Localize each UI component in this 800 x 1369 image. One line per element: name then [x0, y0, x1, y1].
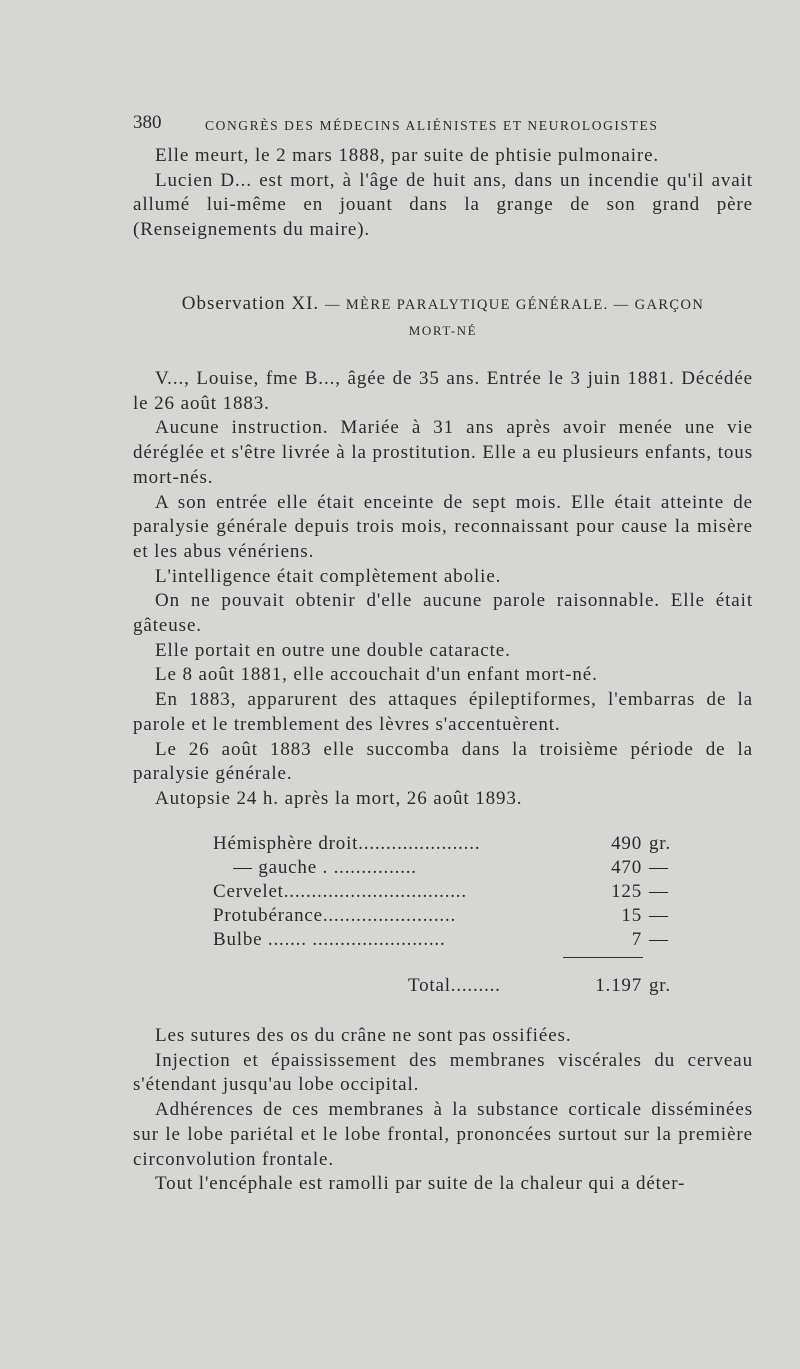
observation-body — [133, 367, 753, 812]
intro-text — [133, 144, 753, 243]
table-row — [213, 905, 683, 929]
page-number: 380 — [133, 112, 162, 133]
paragraph: Tout l'encéphale est ramolli par suite de la chaleur qui a déter- — [155, 1173, 686, 1195]
page-header — [133, 112, 693, 138]
paragraph: Aucune instruction. Mariée à 31 ans après avoir menée une vie déréglée et s'être livrée à la prostitution. Elle a eu plusieurs enfants, tous mort-nés. — [133, 417, 753, 488]
paragraph: En 1883, apparurent des attaques épileptiformes, l'embarras de la parole et le tremblement des lèvres s'accentuèrent. — [133, 689, 753, 735]
row-unit: gr. — [649, 833, 671, 854]
row-unit: — — [649, 857, 669, 878]
observation-title — [133, 292, 753, 343]
paragraph: Elle meurt, le 2 mars 1888, par suite de phtisie pulmonaire. — [155, 145, 660, 166]
paragraph: Le 8 août 1881, elle accouchait d'un enfant mort-né. — [155, 664, 598, 686]
paragraph: Adhérences de ces membranes à la substance corticale disséminées sur le lobe pariétal et le lobe frontal, prononcées surtout sur la première circonvolution frontale. — [133, 1099, 753, 1170]
table-row — [213, 881, 683, 905]
row-value: 490 — [611, 833, 642, 854]
row-unit: — — [649, 929, 669, 950]
row-unit: — — [649, 905, 669, 926]
observation-subject: — MÈRE PARALYTIQUE GÉNÉRALE. — GARÇON — [324, 297, 705, 313]
table-row — [213, 857, 683, 881]
row-label: Cervelet................................. — [213, 881, 467, 902]
table-total-row — [213, 975, 683, 999]
row-label: Hémisphère droit...................... — [213, 833, 481, 854]
paragraph: Les sutures des os du crâne ne sont pas ossifiées. — [155, 1025, 572, 1046]
paragraph: A son entrée elle était enceinte de sept mois. Elle était atteinte de paralysie générale depuis trois mois, reconnaissant pour cause la misère et les abus vénériens. — [133, 491, 753, 562]
total-unit: gr. — [649, 975, 671, 996]
row-value: 15 — [621, 905, 642, 926]
total-label: Total......... — [408, 975, 501, 996]
paragraph: Lucien D... est mort, à l'âge de huit ans, dans un incendie qu'il avait allumé lui-même en jouant dans la grange de son grand père (Renseignements du maire). — [133, 169, 753, 241]
row-value: 7 — [631, 929, 642, 950]
row-label: Protubérance........................ — [213, 905, 457, 926]
paragraph: V..., Louise, fme B..., âgée de 35 ans. Entrée le 3 juin 1881. Décédée le 26 août 1883. — [133, 368, 753, 414]
observation-number: Observation XI. — [181, 293, 320, 314]
paragraph: Le 26 août 1883 elle succomba dans la troisième période de la paralysie générale. — [133, 738, 753, 785]
running-title: CONGRÈS DES MÉDECINS ALIÉNISTES ET NEUROLOGISTES — [205, 118, 659, 133]
row-label: Bulbe ....... ........................ — [213, 929, 446, 950]
row-label: — gauche . ............... — [233, 857, 417, 878]
row-value: 470 — [611, 857, 642, 878]
weights-table — [213, 833, 683, 996]
row-unit: — — [649, 881, 669, 902]
observation-subject-line2: MORT-NÉ — [408, 323, 478, 338]
table-row — [213, 929, 683, 953]
paragraph: Injection et épaississement des membranes viscérales du cerveau s'étendant jusqu'au lobe occipital. — [133, 1049, 753, 1096]
sum-rule — [563, 957, 643, 958]
paragraph: Elle portait en outre une double cataracte. — [155, 639, 511, 661]
table-row — [213, 833, 683, 857]
row-value: 125 — [611, 881, 642, 902]
paragraph: On ne pouvait obtenir d'elle aucune parole raisonnable. Elle était gâteuse. — [133, 590, 753, 637]
paragraph: L'intelligence était complètement abolie. — [155, 565, 502, 587]
total-value: 1.197 — [595, 975, 642, 996]
closing-text — [133, 1024, 753, 1197]
paragraph: Autopsie 24 h. après la mort, 26 août 1893. — [155, 787, 523, 809]
